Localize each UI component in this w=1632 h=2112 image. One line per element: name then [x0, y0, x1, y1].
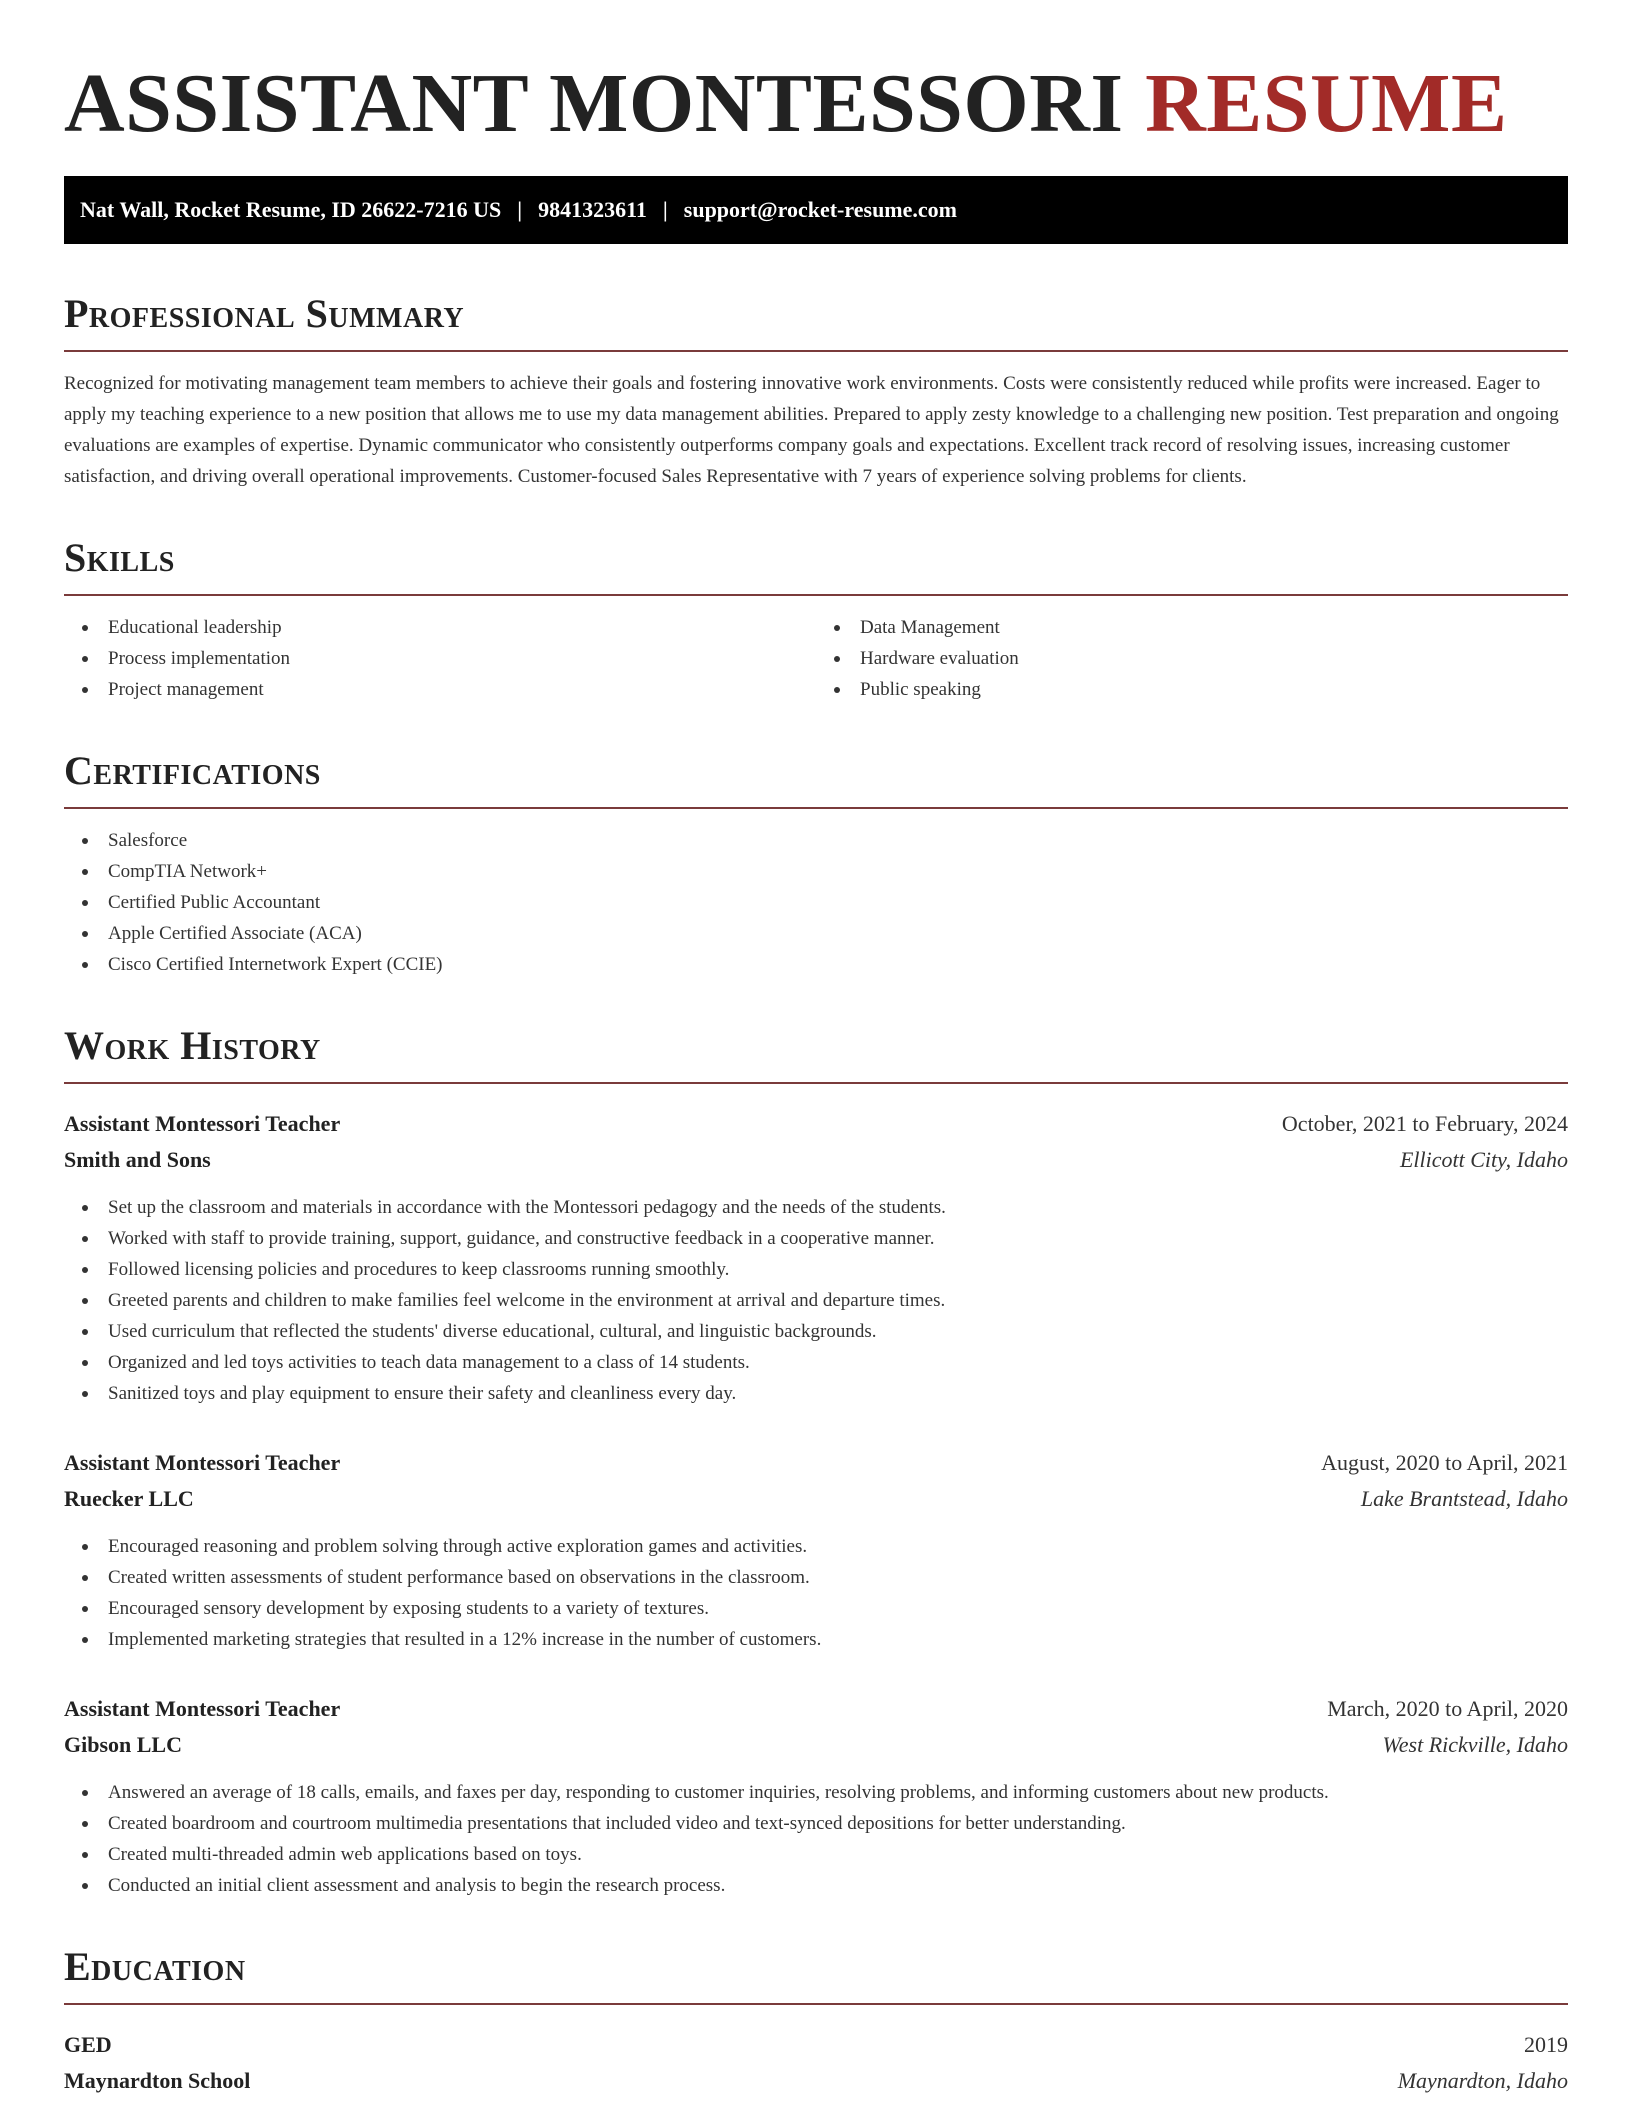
contact-bar — [64, 176, 1568, 244]
job-bullet: Organized and led toys activities to teach data management to a class of 14 students. — [64, 1347, 1568, 1378]
certifications-heading: Certifications — [64, 747, 1568, 809]
job-company-row — [64, 1727, 1568, 1763]
education-year: 2019 — [1524, 2032, 1568, 2057]
job-title: Assistant Montessori Teacher — [64, 1111, 341, 1136]
certification-item: Salesforce — [64, 825, 1568, 856]
job-company-row — [64, 1142, 1568, 1178]
skill-item: Project management — [64, 674, 816, 705]
job-bullet: Created boardroom and courtroom multimedia presentations that included video and text-synced depositions for better understanding. — [64, 1808, 1568, 1839]
job-title-row — [64, 1445, 1568, 1481]
certification-item: Certified Public Accountant — [64, 887, 1568, 918]
skill-item: Public speaking — [816, 674, 1568, 705]
skills-heading: Skills — [64, 534, 1568, 596]
education-degree: GED — [64, 2032, 112, 2057]
job-company: Gibson LLC — [64, 1732, 182, 1757]
job-entry — [64, 1106, 1568, 1409]
certifications-section — [64, 747, 1568, 980]
skill-item: Data Management — [816, 612, 1568, 643]
job-company-row — [64, 1481, 1568, 1517]
job-company: Smith and Sons — [64, 1147, 211, 1172]
education-degree-row — [64, 2027, 1568, 2063]
job-bullet: Conducted an initial client assessment and analysis to begin the research process. — [64, 1870, 1568, 1901]
job-bullet: Encouraged sensory development by exposing students to a variety of textures. — [64, 1593, 1568, 1624]
job-title: Assistant Montessori Teacher — [64, 1450, 341, 1475]
job-location: Lake Brantstead, Idaho — [1360, 1486, 1568, 1511]
job-dates: March, 2020 to April, 2020 — [1327, 1696, 1568, 1721]
certification-item: Apple Certified Associate (ACA) — [64, 918, 1568, 949]
job-bullets — [64, 1192, 1568, 1409]
skills-section — [64, 534, 1568, 705]
job-bullet: Implemented marketing strategies that resulted in a 12% increase in the number of customers. — [64, 1624, 1568, 1655]
summary-section — [64, 290, 1568, 492]
education-school: Maynardton School — [64, 2068, 251, 2093]
job-bullet: Created written assessments of student performance based on observations in the classroom. — [64, 1562, 1568, 1593]
skills-list-left — [64, 612, 816, 705]
job-entry — [64, 1691, 1568, 1901]
job-bullet: Worked with staff to provide training, support, guidance, and constructive feedback in a cooperative manner. — [64, 1223, 1568, 1254]
contact-address: Nat Wall, Rocket Resume, ID 26622-7216 US — [80, 197, 502, 222]
job-bullet: Created multi-threaded admin web applications based on toys. — [64, 1839, 1568, 1870]
education-school-row — [64, 2063, 1568, 2099]
skill-item: Process implementation — [64, 643, 816, 674]
education-section — [64, 1943, 1568, 2099]
job-bullet: Encouraged reasoning and problem solving through active exploration games and activities. — [64, 1531, 1568, 1562]
job-dates: October, 2021 to February, 2024 — [1281, 1111, 1568, 1136]
job-title-row — [64, 1691, 1568, 1727]
education-heading: Education — [64, 1943, 1568, 2005]
education-location: Maynardton, Idaho — [1397, 2068, 1568, 2093]
certification-item: Cisco Certified Internetwork Expert (CCIE) — [64, 949, 1568, 980]
job-location: West Rickville, Idaho — [1382, 1732, 1568, 1757]
job-bullet: Greeted parents and children to make families feel welcome in the environment at arrival and departure times. — [64, 1285, 1568, 1316]
job-bullet: Sanitized toys and play equipment to ensure their safety and cleanliness every day. — [64, 1378, 1568, 1409]
job-bullet: Set up the classroom and materials in accordance with the Montessori pedagogy and the needs of the students. — [64, 1192, 1568, 1223]
job-bullet: Used curriculum that reflected the students' diverse educational, cultural, and linguistic backgrounds. — [64, 1316, 1568, 1347]
contact-separator: | — [662, 197, 668, 222]
resume-title — [64, 0, 1568, 152]
title-accent: RESUME — [1145, 57, 1508, 150]
education-entry — [64, 2027, 1568, 2099]
certifications-list — [64, 825, 1568, 980]
job-company: Ruecker LLC — [64, 1486, 194, 1511]
work-history-heading: Work History — [64, 1022, 1568, 1084]
job-dates: August, 2020 to April, 2021 — [1321, 1450, 1568, 1475]
job-bullet: Answered an average of 18 calls, emails, and faxes per day, responding to customer inquiries, resolving problems, and informing customers about new products. — [64, 1777, 1568, 1808]
job-bullets — [64, 1531, 1568, 1655]
job-title: Assistant Montessori Teacher — [64, 1696, 341, 1721]
skill-item: Educational leadership — [64, 612, 816, 643]
work-history-section — [64, 1022, 1568, 1901]
job-bullets — [64, 1777, 1568, 1901]
contact-phone: 9841323611 — [538, 197, 647, 222]
job-location: Ellicott City, Idaho — [1399, 1147, 1568, 1172]
job-title-row — [64, 1106, 1568, 1142]
title-main: ASSISTANT MONTESSORI — [64, 57, 1124, 150]
contact-email: support@rocket-resume.com — [683, 197, 957, 222]
job-entry — [64, 1445, 1568, 1655]
skills-grid — [64, 612, 1568, 705]
skills-list-right — [816, 612, 1568, 705]
summary-text: Recognized for motivating management team members to achieve their goals and fostering innovative work environments. Costs were consistently reduced while profits were increased. Eager to apply my teaching experience to a new position that allows me to use my data management abilities. Prepared to apply zesty knowledge to a challenging new position. Test preparation and ongoing evaluations are examples of expertise. Dynamic communicator who consistently outperforms company goals and expectations. Excellent track record of resolving issues, increasing customer satisfaction, and driving overall operational improvements. Customer-focused Sales Representative with 7 years of experience solving problems for clients. — [64, 373, 1559, 487]
job-bullet: Followed licensing policies and procedures to keep classrooms running smoothly. — [64, 1254, 1568, 1285]
contact-separator: | — [517, 197, 523, 222]
skill-item: Hardware evaluation — [816, 643, 1568, 674]
summary-heading: Professional Summary — [64, 290, 1568, 352]
certification-item: CompTIA Network+ — [64, 856, 1568, 887]
